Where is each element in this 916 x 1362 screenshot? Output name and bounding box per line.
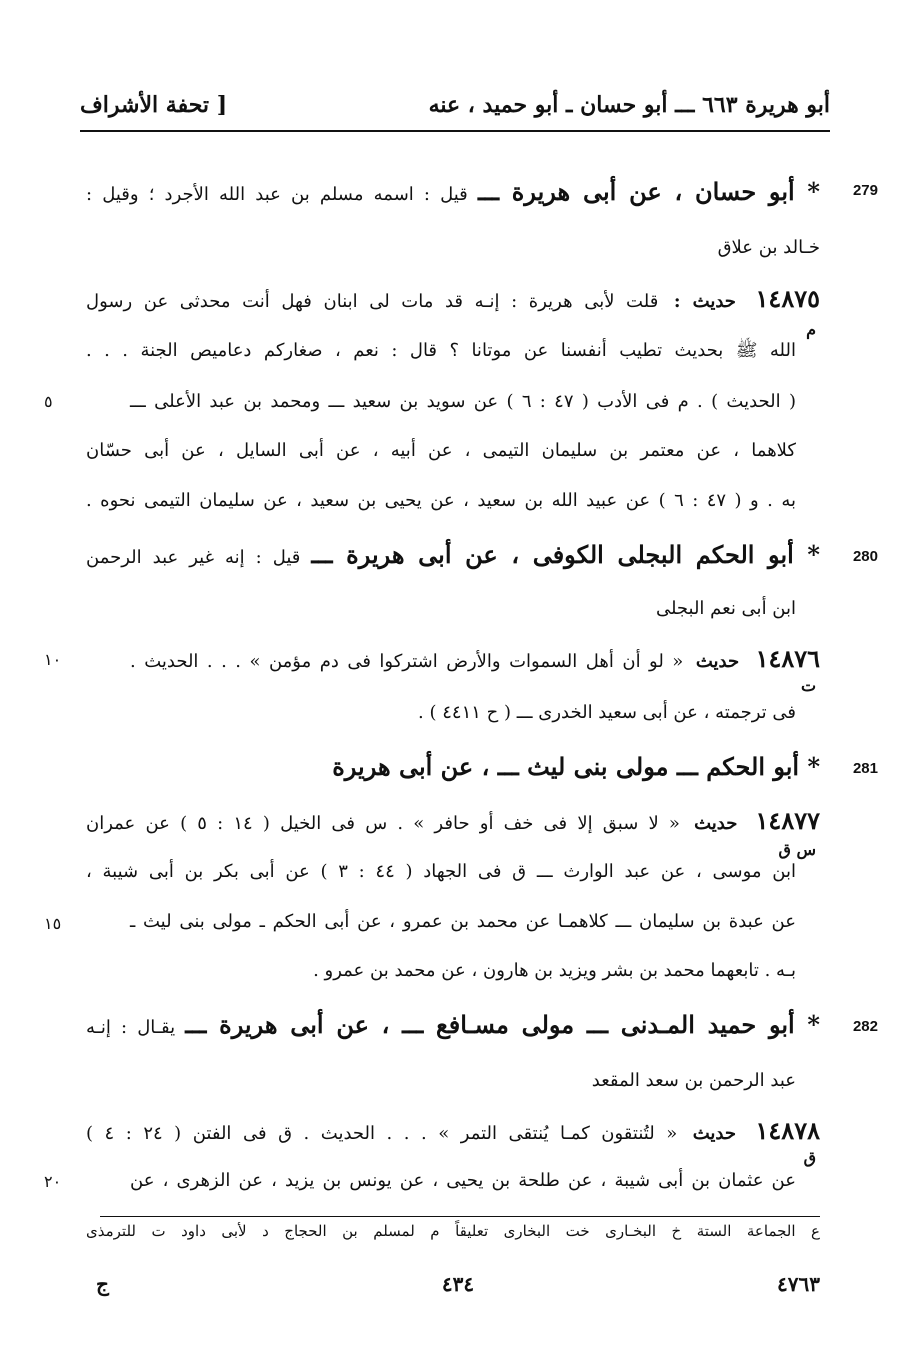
hadith-text: « لتُنتقون كمـا يُنتقى التمر » . . . الحديث . ق فى الفتن ( ٢٤ : ٤ ) — [86, 1123, 678, 1144]
source-symbol: م — [806, 320, 816, 339]
hadith-text-line: عن عبدة بن سليمان ـــ كلاهمـا عن محمد بن عمرو ، عن أبى الحكم ـ مولى بنى ليث ـ — [130, 911, 796, 932]
hadith-entry-first-line — [86, 806, 820, 839]
hadith-entry-first-line — [130, 644, 820, 677]
section-heading — [86, 540, 820, 573]
running-header — [80, 92, 830, 126]
section-title: * أبو الحكم ـــ مولى بنى ليث ـــ ، عن أبى هريرة — [332, 752, 820, 781]
hadith-text-line: فى ترجمته ، عن أبى سعيد الخدرى ـــ ( ح ٤٤١١ ) . — [418, 702, 796, 723]
signature-mark: ج — [96, 1272, 109, 1296]
hadith-text-line: ابن موسى ، عن عبد الوارث ـــ ق فى الجهاد ( ٤٤ : ٣ ) عن أبى بكر بن أبى شيبة ، — [86, 861, 796, 882]
source-symbol: ق — [803, 1148, 816, 1167]
section-note: يقـال : إنـه — [86, 1017, 176, 1038]
hadith-entry-first-line — [86, 1116, 820, 1149]
hadith-text: « لو أن أهل السموات والأرض اشتركوا فى دم مؤمن » . . . الحديث . — [130, 651, 684, 672]
footer-rule — [100, 1216, 820, 1217]
hadith-text-line: بـه . تابعهما محمد بن بشر ويزيد بن هارون ، عن محمد بن عمرو . — [313, 960, 796, 981]
hadith-text-line: به . و ( ٤٧ : ٦ ) عن عبيد الله بن سعيد ، عن يحيى بن سعيد ، عن سليمان التيمى نحوه . — [86, 490, 796, 511]
hadith-number: ١٤٨٧٧ — [755, 806, 820, 835]
line-marker: ١٠ — [44, 650, 62, 669]
line-marker: ٢٠ — [44, 1172, 62, 1191]
hadith-label: حديث : — [673, 291, 736, 312]
section-number: 282 — [852, 1018, 878, 1035]
hadith-text: « لا سبق إلا فى خف أو حافر » . س فى الخيل ( ١٤ : ٥ ) عن عمران — [86, 813, 680, 834]
header-main-title: أبو هريرة ٦٦٣ ـــ أبو حسان ـ أبو حميد ، عنه — [428, 92, 830, 118]
section-heading — [86, 1010, 820, 1043]
abbreviations-key: ع الجماعة الستة خ البخـارى خت البخارى تعليقاً م لمسلم بن الحجاج د لأبى داود ت للترمذى — [86, 1222, 820, 1240]
line-marker: ١٥ — [44, 914, 62, 933]
hadith-label: حديث — [695, 651, 740, 672]
page-number: ٤٣٤ — [441, 1272, 475, 1296]
section-title: * أبو حسان ، عن أبى هريرة ـــ — [477, 177, 820, 206]
hadith-text: قلت لأبى هريرة : إنـه قد مات لى ابنان فهل أنت محدثى عن رسول — [86, 291, 659, 312]
section-note: قيل : إنه غير عبد الرحمن — [86, 547, 301, 568]
hadith-number: ١٤٨٧٥ — [755, 284, 820, 313]
hadith-text-line: ( الحديث ) . م فى الأدب ( ٤٧ : ٦ ) عن سويد بن سعيد ـــ ومحمد بن عبد الأعلى ـــ — [130, 391, 796, 412]
section-title: * أبو حميد المـدنى ـــ مولى مسـافع ـــ ، عن أبى هريرة ـــ — [185, 1010, 820, 1039]
hadith-number: ١٤٨٧٨ — [755, 1116, 820, 1145]
header-book-title: [ تحفة الأشراف — [80, 92, 228, 118]
hadith-text-line: كلاهما ، عن معتمر بن سليمان التيمى ، عن أبيه ، عن أبى السايل ، عن أبى حسّان — [86, 440, 796, 461]
section-heading — [86, 177, 820, 210]
header-rule — [80, 130, 830, 132]
hadith-text-line: عن عثمان بن أبى شيبة ، عن طلحة بن يحيى ، عن يونس بن يزيد ، عن الزهرى ، عن — [130, 1170, 796, 1191]
section-note-line: ابن أبى نعم البجلى — [655, 598, 796, 619]
hadith-number: ١٤٨٧٦ — [755, 644, 821, 673]
hadith-count: ٤٧٦٣ — [777, 1272, 820, 1296]
section-note-line: خـالد بن علاق — [717, 237, 820, 258]
source-symbol: س ق — [778, 840, 816, 859]
section-note-line: عبد الرحمن بن سعد المقعد — [591, 1070, 796, 1091]
section-title: * أبو الحكم البجلى الكوفى ، عن أبى هريرة ـــ — [311, 540, 820, 569]
source-symbol: ت — [800, 676, 816, 695]
section-number: 280 — [852, 548, 878, 565]
hadith-label: حديث — [694, 813, 738, 834]
line-marker: ٥ — [44, 392, 53, 411]
section-note: قيل : اسمه مسلم بن عبد الله الأجرد ؛ وقيل : — [86, 184, 468, 205]
hadith-text-line: الله ﷺ بحديث تطيب أنفسنا عن موتانا ؟ قال : نعم ، صغاركم دعاميص الجنة . . . — [86, 340, 796, 361]
section-number: 279 — [852, 182, 878, 199]
hadith-entry-first-line — [86, 284, 820, 317]
hadith-label: حديث — [692, 1123, 736, 1144]
section-number: 281 — [852, 760, 878, 777]
